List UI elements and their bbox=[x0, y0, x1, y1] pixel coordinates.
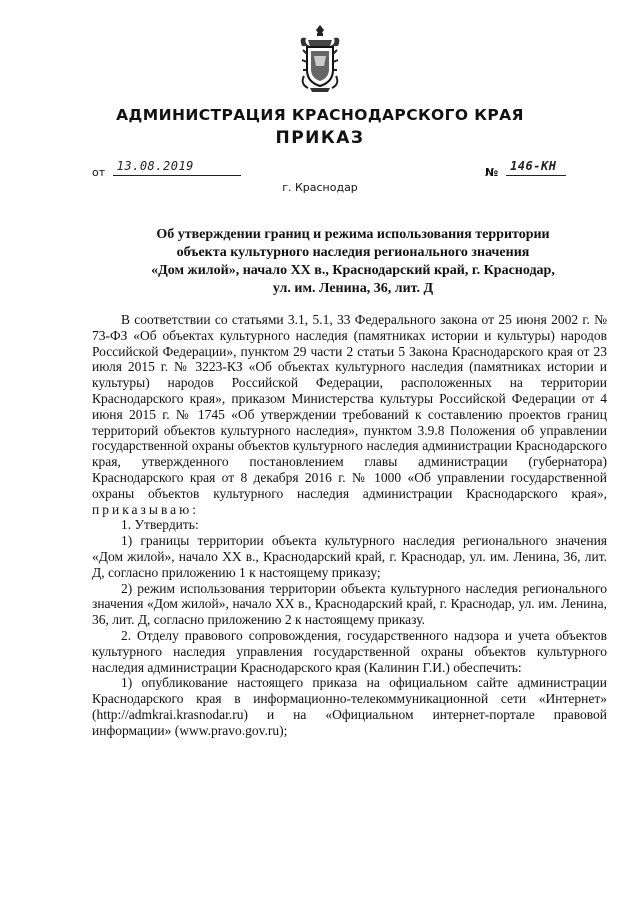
body-paragraph: 1) границы территории объекта культурного наследия регионального значения «Дом жилой», начало XX в., Краснодарский край, г. Краснодар, ул. им. Ленина, 36, лит. Д, согласно приложению 1 к настоящему приказу; bbox=[92, 533, 607, 580]
document-body bbox=[92, 312, 607, 739]
subject-line: объекта культурного наследия регионального значения bbox=[176, 245, 530, 260]
body-paragraph: 1) опубликование настоящего приказа на официальном сайте администрации Краснодарского края в информационно-телекоммуникационной сети «Интернет» (http://admkrai.krasnodar.ru) и на «Официальном интернет-портале правовой информации» (www.pravo.gov.ru); bbox=[92, 675, 607, 738]
number-value: 146-КН bbox=[510, 159, 557, 173]
document-subject bbox=[118, 226, 588, 298]
date-field bbox=[92, 159, 241, 179]
body-paragraph: 1. Утвердить: bbox=[121, 517, 199, 533]
body-paragraph: 2) режим использования территории объекта культурного наследия регионального значения «Дом жилой», начало XX в., Краснодарский край, г. Краснодар, ул. им. Ленина, 36, лит. Д, согласно приложению 2 к настоящему приказу. bbox=[92, 580, 607, 628]
subject-line: «Дом жилой», начало XX в., Краснодарский край, г. Краснодар, bbox=[151, 263, 555, 278]
order-word: приказываю: bbox=[92, 501, 199, 517]
number-prefix: № bbox=[485, 166, 499, 179]
body-paragraph: 2. Отделу правового сопровождения, государственного надзора и учета объектов культурного наследия управления государственной охраны объектов культурного наследия администрации Краснодарского края (Калинин Г.И.) обеспечить: bbox=[92, 627, 607, 675]
coat-of-arms-icon bbox=[294, 24, 346, 94]
city: г. Краснодар bbox=[282, 181, 358, 194]
date-value: 13.08.2019 bbox=[116, 159, 194, 173]
document-type: ПРИКАЗ bbox=[275, 128, 365, 148]
number-field bbox=[485, 159, 566, 179]
date-prefix: от bbox=[92, 166, 106, 179]
agency-name: АДМИНИСТРАЦИЯ КРАСНОДАРСКОГО КРАЯ bbox=[116, 106, 524, 124]
subject-line: Об утверждении границ и режима использования территории bbox=[156, 227, 550, 242]
body-paragraph: В соответствии со статьями 3.1, 5.1, 33 Федерального закона от 25 июня 2002 г. № 73-ФЗ «Об объектах культурного наследия (памятниках истории и культуры) народов Российской Федерации», пунктом 29 части 2 статьи 5 Закона Краснодарского края от 23 июля 2015 г. № 3223-КЗ «Об объектах культурного наследия (памятниках истории и культуры) народов Российской Федерации, расположенных на территории Краснодарского края», приказом Министерства культуры Российской Федерации от 4 июня 2015 г. № 1745 «Об утверждении требований к составлению проектов границ территорий объектов культурного наследия», пунктом 3.9.8 Положения об управлении государственной охраны объектов культурного наследия администрации Краснодарского края, утвержденного постановлением главы администрации (губернатора) Краснодарского края от 8 декабря 2016 г. № 1000 «Об управлении государственной охраны объектов культурного наследия администрации Краснодарского края», приказываю: bbox=[92, 312, 607, 517]
subject-line: ул. им. Ленина, 36, лит. Д bbox=[272, 281, 434, 296]
